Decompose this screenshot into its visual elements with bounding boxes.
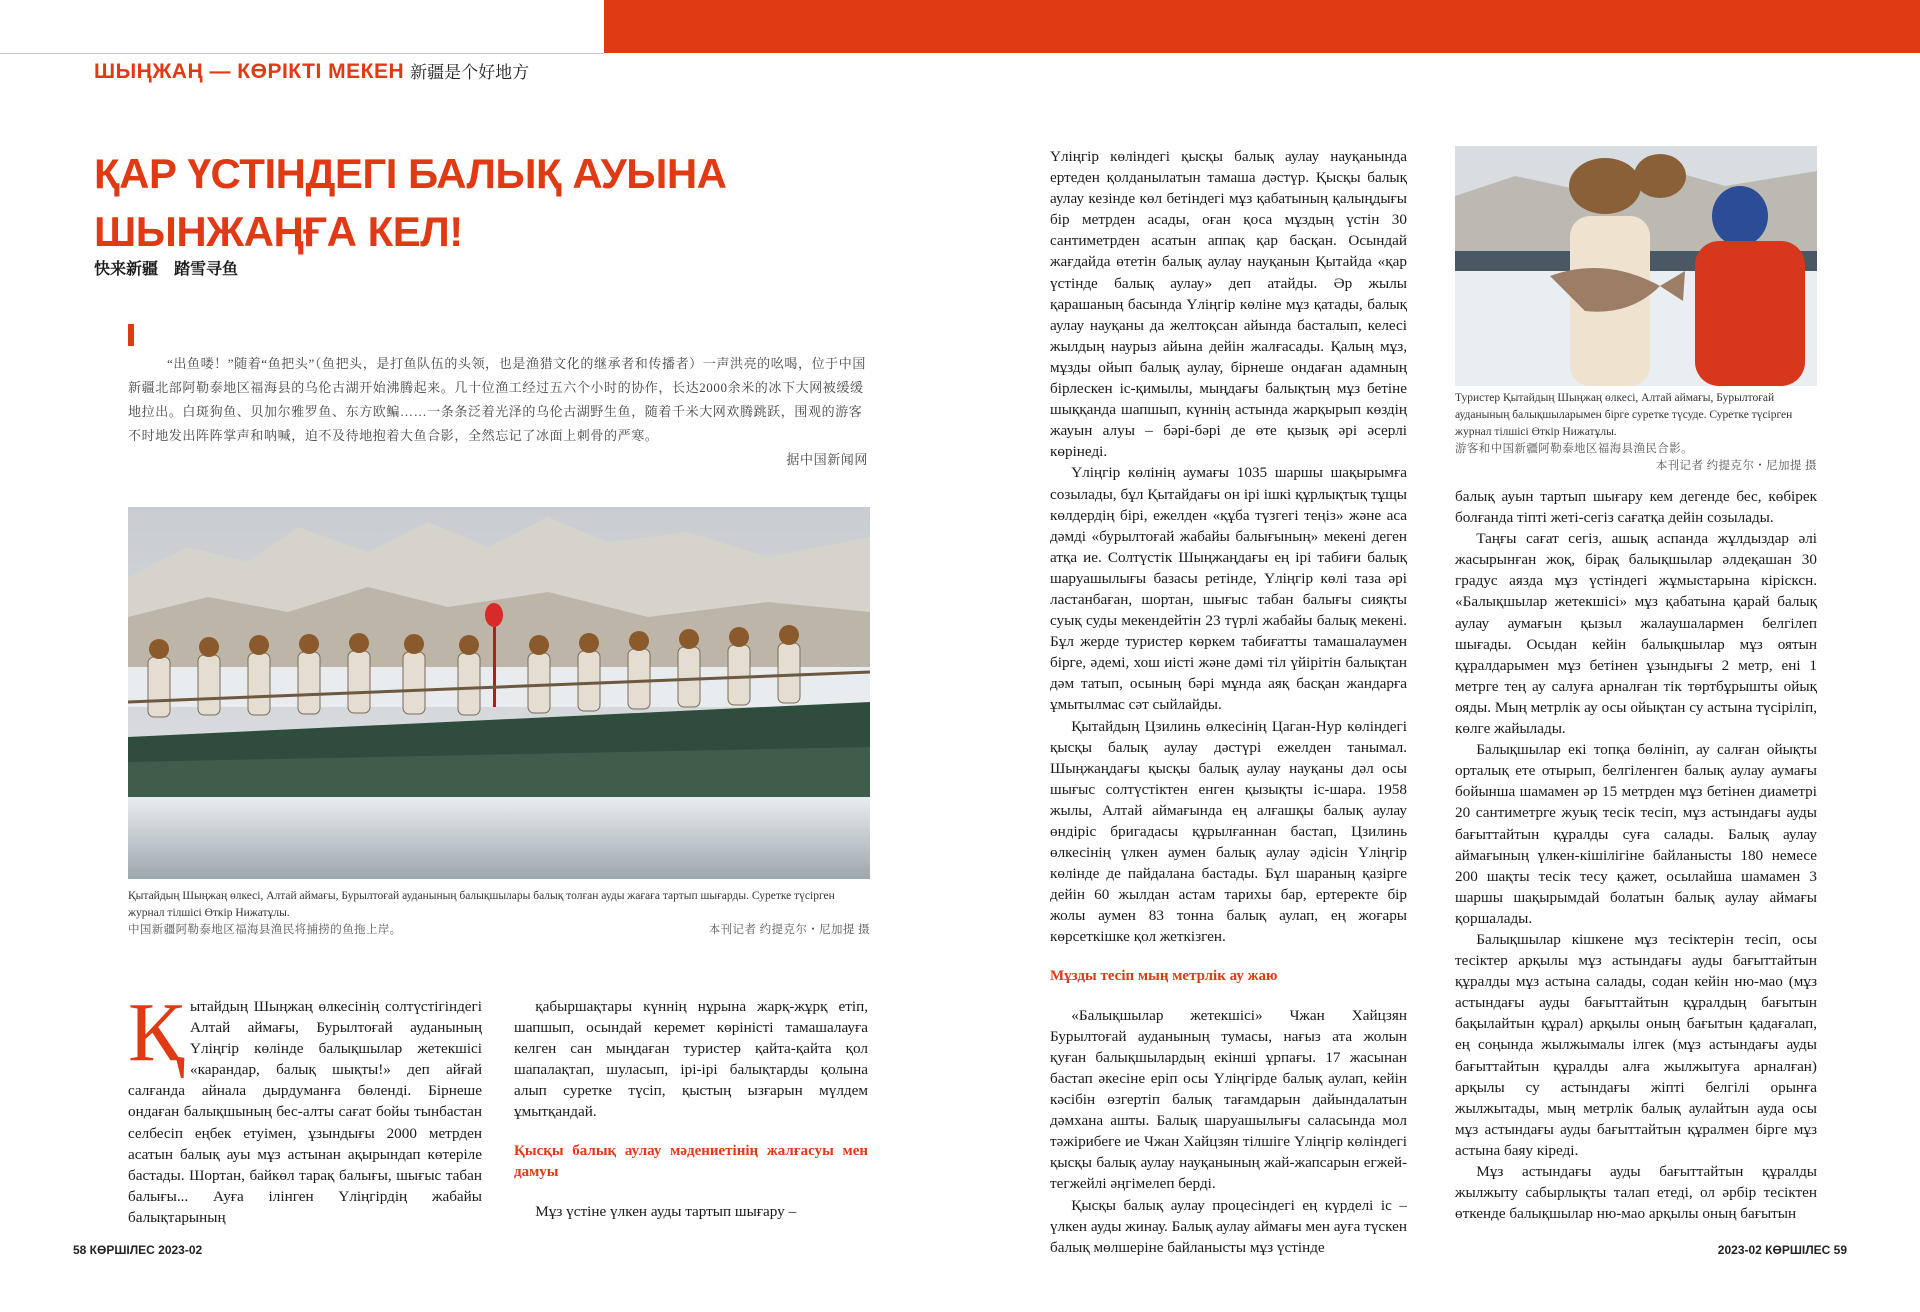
section-header xyxy=(94,58,529,84)
photo1-caption xyxy=(128,888,870,940)
intro-marker xyxy=(128,324,134,346)
paragraph: «Балықшылар жетекшісі» Чжан Хайцзян Бурылтоғай ауданының тумасы, нағыз ата жолын қуған балықшылардың екінші ұрпағы. 17 жасынан бастап әкесіне еріп осы Үліңгірде балық аулап, кейін кәсібін өзгертіп балық тағамдарын дайындалатын дәмхана ашты. Балық шаруашылығы саласында мол тәжірибеге ие Чжан Хайцзян тілшіге Үліңгір көліндегі қысқы балық аулау науқанының жай-жапсарын егжей- тегжейлі әңгімелеп берді. xyxy=(1050,1006,1407,1193)
article-column-2 xyxy=(514,996,868,1222)
photo-tourists-fish xyxy=(1455,146,1817,386)
section-heading: Қысқы балық аулау мәдениетінің жалғасуы мен дамуы xyxy=(514,1142,868,1180)
caption-zh: 游客和中国新疆阿勒泰地区福海县渔民合影。 xyxy=(1455,443,1693,455)
article-title xyxy=(94,145,734,261)
folio-right: 2023-02 КӨРШІЛЕС 59 xyxy=(1717,1243,1847,1257)
folio-left: 58 КӨРШІЛЕС 2023-02 xyxy=(73,1243,203,1257)
intro-block xyxy=(128,352,868,472)
title-line: ШЫНЖАҢҒА КЕЛ! xyxy=(94,208,463,255)
header-rule xyxy=(0,53,604,54)
intro-text: “出鱼喽！”随着“鱼把头”（鱼把头，是打鱼队伍的头领，也是渔猎文化的继承者和传播者）一声洪亮的吆喝，位于中国新疆北部阿勒泰地区福海县的乌伦古湖开始沸腾起来。几十位渔工经过五六个小时的协作，长达2000余米的冰下大网被缓缓地拉出。白斑狗鱼、贝加尔雅罗鱼、东方欧鳊……一条条泛着光泽的乌伦古湖野生鱼，随着千米大网欢腾跳跃，围观的游客不时地发出阵阵掌声和呐喊，迫不及待地抱着大鱼合影，全然忘记了冰面上刺骨的严寒。 xyxy=(128,356,866,443)
article-column-1 xyxy=(128,986,482,1228)
title-line: ҚАР ҮСТІНДЕГІ БАЛЫҚ АУЫНА xyxy=(94,150,727,197)
paragraph: Балықшылар екі топқа бөлініп, ау салған ойықты орталық ете отырып, белгіленген балық аулау аумағы бойынша шамамен әр 15 метрден мұз бетінен диаметрі 20 сантиметрге жуық тесік тесіп, мұз астындағы ауды бағыттайтын құралды суға салады. Балық аулау аймағының үлкен-кішілігіне байланысты 180 немесе 200 шақты тесік тесу қажет, осылайша шамамен 3 шаршы шақырымдай болатын балық аулау аймағы қоршалады. xyxy=(1455,741,1817,927)
caption-zh: 中国新疆阿勒泰地区福海县渔民将捕捞的鱼拖上岸。 xyxy=(128,924,402,936)
drop-cap: Қ xyxy=(128,986,185,1079)
caption-kz: Қытайдың Шыңжаң өлкесі, Алтай аймағы, Бурылтоғай ауданының балықшылары балық толған ауды жағаға тартып шығарды. Суретке түсірген журнал тілшісі Өткір Нижатұлы. xyxy=(128,890,835,919)
caption-credit: 本刊记者 约提克尔・尼加提 摄 xyxy=(708,924,870,936)
caption-kz: Туристер Қытайдың Шыңжаң өлкесі, Алтай аймағы, Бурылтоғай ауданының балықшыларымен бірге суретке түсуде. Суретке түсірген журнал тілшісі Өткір Нижатұлы. xyxy=(1455,392,1793,438)
paragraph: Балықшылар кішкене мұз тесіктерін тесіп, осы тесіктер арқылы мұз астындағы ауды бағыттайтын құралды мұз астына салады, содан кейін ню-мао (мұз астындағы ауды бағыттайтын құралдың бағытын бақылайтын құрал) арқылы оның бағытын қадағалап, ең соңында жылжымалы ілгек (мұз астындағы ауды бағыттайтын құралды алға жылжытуға арналған) арқылы су астындағы жіпті белгілі орынға жылжытады, мың метрлік балық аулайтын ауда осы мұз астындағы ауды бағыттайтын құралмен бірге мұз астына баяу кіреді. xyxy=(1455,930,1817,1159)
section-title-kz: ШЫҢЖАҢ — КӨРІКТІ МЕКЕН xyxy=(94,60,405,83)
article-column-3 xyxy=(1050,146,1407,1258)
paragraph: қабыршақтары күннің нұрына жарқ-жұрқ етіп, шапшып, осындай керемет көріністі тамашалауға келген сан мыңдаған туристер қайта-қайта қол шапалақтап, шуласып, ірі-ірі балықтарды қолына алып суретке түсіп, қыстың ызғарын мүлдем ұмытқандай. xyxy=(514,998,868,1121)
paragraph: Таңғы сағат сегіз, ашық аспанда жұлдыздар әлі жасырынған жоқ, бірақ балықшылар әлдеқашан 30 градус аязда мұз үстіндегі жұмыстарына кірісксн. «Балықшылар жетекшісі» мұз қабатына қарай балық аулау аумағын қызыл жалаушалармен белгілеп шығады. Осыдан кейін балықшылар мұз оятын құралдарымен мұз бетінен ұзындығы 2 метр, ені 1 метрге тең ау салуға арналған тік төртбұрышты ойық ояды. Мың метрлік ау осы ойықтан су астына түсіріліп, көлге жайылады. xyxy=(1455,530,1817,738)
paragraph: Қытайдың Цзилинь өлкесінің Цаган-Нур көліндегі қысқы балық аулау дәстүрі ежелден танымал. Шыңжаңдағы қысқы балық аулау науқаны дәл осы шығыс солтүстіктен енген қызықты іс-шара. 1958 жылы, Алтай аймағында ең алғашқы балық аулау өндіріс бригадасы құрылғаннан бастап, Цзилинь өлкесінің үлкен аумен балық аулау әдісін Үліңгір көлінде де пайдалана бастады. Бұл шараның қазірге дейін 60 жылдан астам тарихы бар, ертеректе бір жолы аумен 83 тонна балық аулап, ең жоғары көрсеткішке қол жеткізген. xyxy=(1050,717,1407,946)
section-title-zh: 新疆是个好地方 xyxy=(410,63,530,82)
photo2-caption xyxy=(1455,390,1817,475)
caption-credit: 本刊记者 约提克尔・尼加提 摄 xyxy=(1655,460,1817,472)
section-heading: Мұзды тесіп мың метрлік ау жаю xyxy=(1050,967,1278,984)
paragraph: ытайдың Шыңжаң өлкесінің солтүстігіндегі Алтай аймағы, Бурылтоғай ауданының Үліңгір көлінде балықшылар жетекшісі «карандар, балық шықты!» деп айғай салғанда айнала дырдуманға бөленді. Бірнеше ондаған балықшының бес-алты сағат бойы тынбастан селбесіп еңбек етуімен, ұзындығы 2000 метрден асатын балық ауы мұз астынан ақырындап көтеріле бастады. Шортан, байкөл тарақ балығы, шығыс табан балығы... Ауға ілінген Үліңгірдің жабайы балықтарының xyxy=(128,998,482,1226)
photo-fishermen-net xyxy=(128,507,870,879)
article-column-4 xyxy=(1455,486,1817,1224)
paragraph: балық ауын тартып шығару кем дегенде бес, көбірек болғанда тіпті жеті-сегіз сағатқа дейін созылады. xyxy=(1455,488,1817,527)
paragraph: Үліңгір көлінің аумағы 1035 шаршы шақырымға созылады, бұл Қытайдағы он ірі ішкі құрлықтық тұщы көлдердің бірі, ежелден «құба түзгегі теңіз» және аса дәмді «бурылтоғай жабайы балығының» мекені деген атқа ие. Солтүстік Шыңжаңдағы ең ірі табиғи балық шаруашылығы базасы ретінде, Үліңгір көлі таза әрі ластанбаған, шортан, шығыс табан балығы сияқты суық суды мекендейтін 23 түрлі жабайы балық мекені. Бұл жерде туристер көркем табиғатты тамашалаумен бірге, әдемі, хош иісті және дәмі тіл үйірітін балықтан дәм татып, осының бәрі мұнда аяқ басқан жандарға ұмытылмас сәт сыйлайды. xyxy=(1050,464,1407,714)
paragraph: Мұз үстіне үлкен ауды тартып шығару – xyxy=(535,1202,797,1220)
paragraph: Үліңгір көліндегі қысқы балық аулау науқанында ертеден қолданылатын тамаша дәстүр. Қысқы балық аулау кезінде көл бетіндегі мұз қабатының қалыңдығы бір метрден асады, оған қоса мұздың үстін 30 сантиметрден асатын аппақ қар басқан. Осындай жағдайда өтетін балық аулау науқанын Қытайда «қар үстінде балық аулау» деп атайды. Әр жылы қарашаның басында Үліңгір көліне мұз қатады, балық аулау науқаны да желтоқсан айында басталып, келесі жылдың наурыз айына дейін жалғасады. Қалың мұз, мұзды ойып балық аулау, бірнеше ондаған адамның бірлескен іс-қимылы, мыңдағы балықтың мұз бетіне шыққанда шапшып, күннің астында жарқырып көздің жауын алуы – бәрі-бәрі де өте қызық әрі әсерлі көрінеді. xyxy=(1050,148,1407,461)
header-red-band xyxy=(604,0,1920,53)
intro-source: 据中国新闻网 xyxy=(786,452,868,467)
paragraph: Мұз астындағы ауды бағыттайтын құралды жылжыту сабырлықты талап етеді, ол әрбір тесіктен өткенде балықшылар ню-мао арқылы оның бағытын xyxy=(1455,1163,1817,1223)
paragraph: Қысқы балық аулау процесіндегі ең күрделі іс – үлкен ауды жинау. Балық аулау аймағы мен ауға түскен балық мөлшеріне байланысты мұз үстінде xyxy=(1050,1196,1407,1256)
article-subtitle: 快来新疆 踏雪寻鱼 xyxy=(94,261,239,278)
